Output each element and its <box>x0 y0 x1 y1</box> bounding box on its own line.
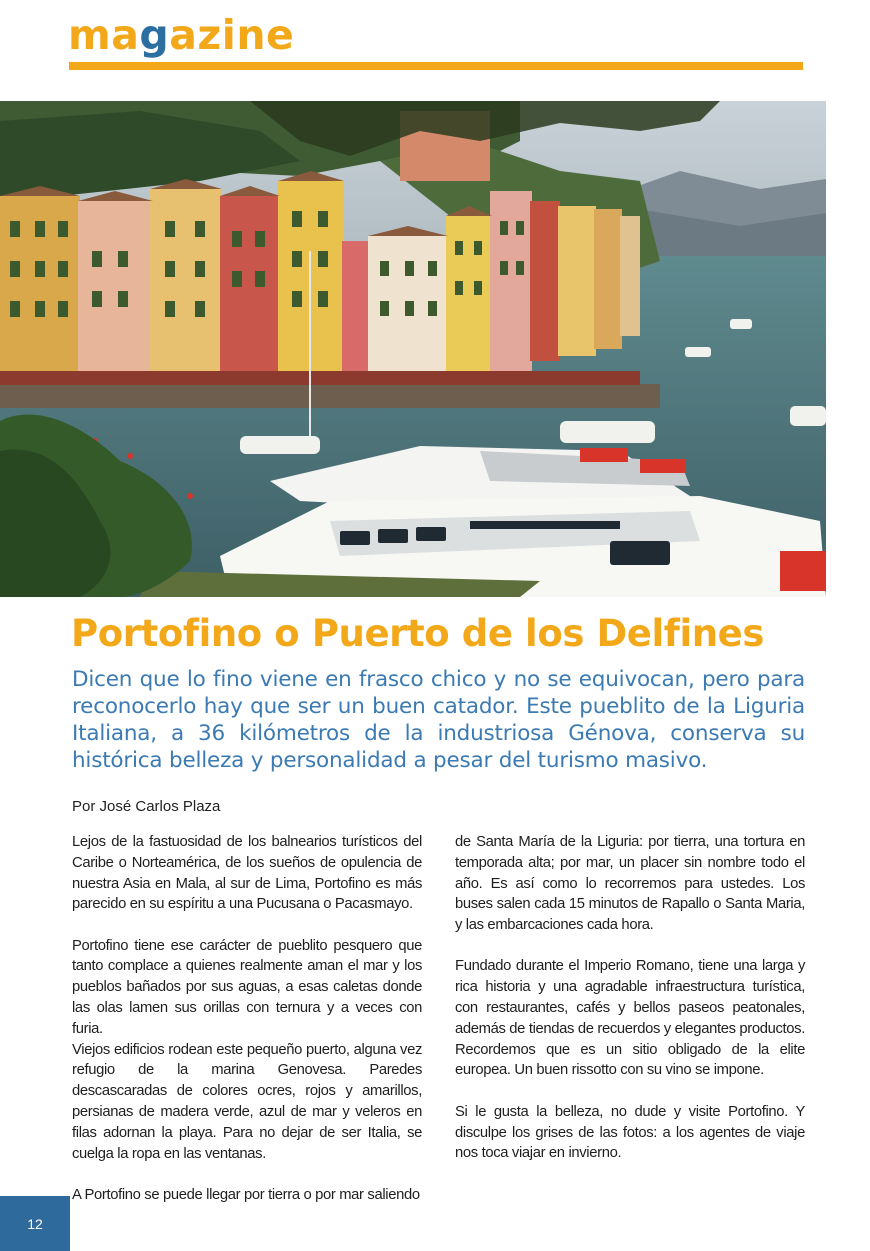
paragraph: Fundado durante el Imperio Romano, tiene una larga y rica historia y una agradable infraestructura turística, con restaurantes, cafés y bellos paseos peatonales, además de tiendas de recuerdos y elegantes productos. Recordemos que es un sitio obligado de la elite europea. Un buen rissotto con su vino se impone. <box>455 958 805 1079</box>
article-column-left <box>72 832 422 1226</box>
article-byline: Por José Carlos Plaza <box>72 798 221 815</box>
paragraph: de Santa María de la Liguria: por tierra, una tortura en temporada alta; por mar, un placer sin nombre todo el año. Es así como lo recorremos para ustedes. Los buses salen cada 15 minutos de Rapallo o Santa Maria, y las embarcaciones cada hora. <box>455 834 805 934</box>
page-number: 12 <box>0 1196 70 1251</box>
article-title: Portofino o Puerto de los Delfines <box>71 612 764 655</box>
paragraph: Viejos edificios rodean este pequeño puerto, alguna vez refugio de la marina Genovesa. Paredes descascaradas de colores ocres, rojos y amarillos, persianas de madera verde, azul de mar y veleros en filas adornan la playa. Para no dejar de ser Italia, se cuelga la ropa en las ventanas. <box>72 1041 422 1162</box>
paragraph: A Portofino se puede llegar por tierra o por mar saliendo <box>72 1186 420 1203</box>
article-column-right <box>455 832 805 1185</box>
paragraph: Portofino tiene ese carácter de pueblito pesquero que tanto complace a quienes realmente aman el mar y los pueblos bañados por sus aguas, a esas caletas donde las olas lamen sus orillas con ternura y a veces con furia. <box>72 937 422 1037</box>
masthead <box>68 6 295 59</box>
article-lead: Dicen que lo fino viene en frasco chico y no se equivocan, pero para reconocerlo hay que ser un buen catador. Este pueblito de la Liguria Italiana, a 36 kilómetros de la industriosa Génova, conserva su histórica belleza y personalidad a pesar del turismo masivo. <box>72 667 805 773</box>
hero-photo <box>0 101 826 597</box>
magazine-logo: magazine <box>68 11 295 59</box>
paragraph: Si le gusta la belleza, no dude y visite Portofino. Y disculpe los grises de las fotos: a los agentes de viaje nos toca viajar en invierno. <box>455 1103 805 1162</box>
masthead-rule <box>69 62 803 70</box>
paragraph: Lejos de la fastuosidad de los balnearios turísticos del Caribe o Norteamérica, de los sueños de opulencia de nuestra Asia en Mala, al sur de Lima, Portofino es más parecido en su espíritu a una Pucusana o Pacasmayo. <box>72 834 422 913</box>
